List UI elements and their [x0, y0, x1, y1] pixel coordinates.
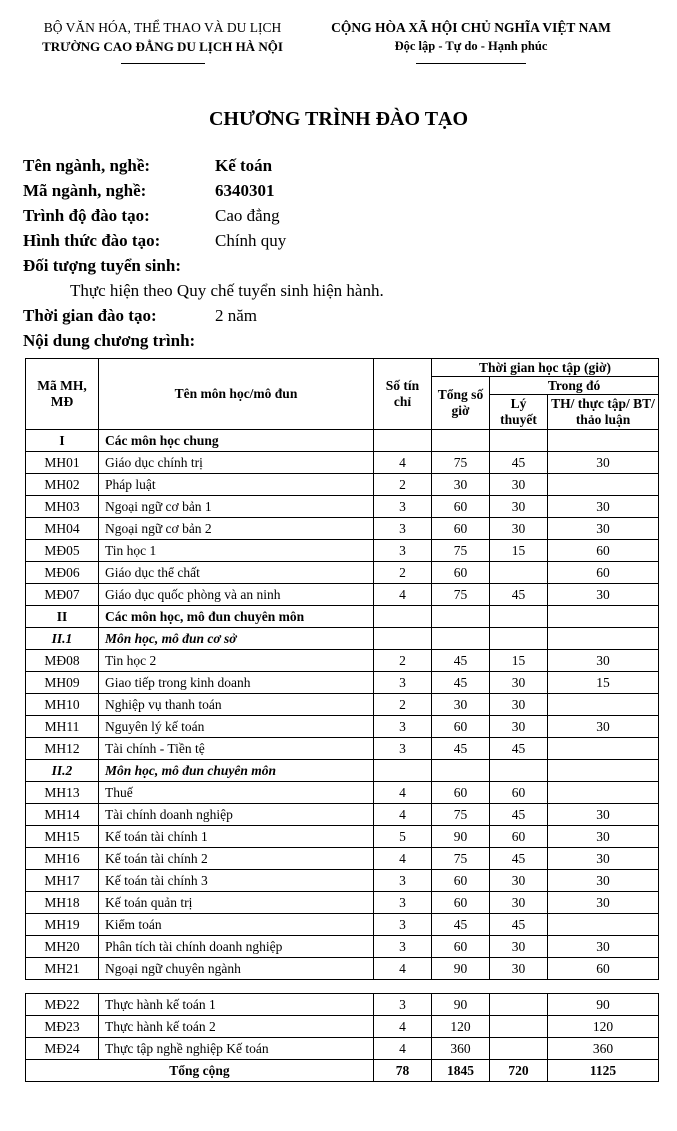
cell-name: Kế toán tài chính 1: [99, 826, 374, 848]
cell-theory: [490, 1016, 548, 1038]
table-row: [26, 540, 659, 562]
cell-theory: [490, 606, 548, 628]
value: Kế toán: [215, 156, 273, 175]
table-row: [26, 672, 659, 694]
cell-theory: [490, 628, 548, 650]
label: Mã ngành, nghề:: [23, 181, 147, 200]
cell-total-hours: 45: [432, 650, 490, 672]
header-theory: Lý thuyết: [490, 395, 548, 430]
cell-theory: [490, 994, 548, 1016]
cell-theory: 15: [490, 540, 548, 562]
cell-code: MĐ08: [26, 650, 99, 672]
cell-code: MH16: [26, 848, 99, 870]
cell-theory: 60: [490, 826, 548, 848]
cell-name: Giao tiếp trong kinh doanh: [99, 672, 374, 694]
cell-name: Kế toán tài chính 2: [99, 848, 374, 870]
practice-table: [25, 993, 659, 1082]
cell-total-hours: 60: [432, 716, 490, 738]
info-target-value: Thực hiện theo Quy chế tuyển sinh hiện hành.: [70, 281, 384, 300]
section-row: [26, 430, 659, 452]
cell-code: MĐ06: [26, 562, 99, 584]
cell-theory: 45: [490, 914, 548, 936]
ministry-name: BỘ VĂN HÓA, THỂ THAO VÀ DU LỊCH: [43, 20, 282, 35]
school-name: TRƯỜNG CAO ĐẲNG DU LỊCH HÀ NỘI: [42, 39, 283, 54]
table-row: [26, 1016, 659, 1038]
cell-credits: 4: [374, 958, 432, 980]
cell-total-hours: 90: [432, 826, 490, 848]
cell-credits: 5: [374, 826, 432, 848]
cell-credits: 2: [374, 650, 432, 672]
cell-theory: 30: [490, 474, 548, 496]
nation-name: CỘNG HÒA XÃ HỘI CHỦ NGHĨA VIỆT NAM: [331, 20, 611, 35]
cell-code: I: [26, 430, 99, 452]
cell-total-hours: 60: [432, 562, 490, 584]
table-row: [26, 936, 659, 958]
cell-practice: 60: [548, 540, 659, 562]
cell-credits: 3: [374, 518, 432, 540]
section-row: [26, 628, 659, 650]
cell-total-hours: 90: [432, 994, 490, 1016]
cell-total-hours: [432, 760, 490, 782]
cell-credits: 2: [374, 474, 432, 496]
header-credits: Số tín chỉ: [374, 359, 432, 430]
cell-credits: 2: [374, 694, 432, 716]
label: Trình độ đào tạo:: [23, 206, 150, 225]
cell-theory: 45: [490, 804, 548, 826]
cell-practice: 30: [548, 716, 659, 738]
cell-code: II.1: [26, 628, 99, 650]
cell-theory: 45: [490, 584, 548, 606]
cell-code: MH17: [26, 870, 99, 892]
curriculum-table: [25, 358, 659, 980]
cell-theory: 30: [490, 892, 548, 914]
cell-code: MH19: [26, 914, 99, 936]
cell-name: Kế toán quản trị: [99, 892, 374, 914]
cell-credits: 3: [374, 540, 432, 562]
cell-credits: 3: [374, 672, 432, 694]
grand-total-theory: 720: [490, 1060, 548, 1082]
section-row: [26, 606, 659, 628]
cell-total-hours: 75: [432, 540, 490, 562]
cell-total-hours: 45: [432, 672, 490, 694]
cell-code: MH10: [26, 694, 99, 716]
cell-name: Kiểm toán: [99, 914, 374, 936]
value: 2 năm: [215, 306, 258, 325]
table-row: [26, 474, 659, 496]
cell-credits: 3: [374, 738, 432, 760]
cell-code: MĐ05: [26, 540, 99, 562]
cell-code: MH02: [26, 474, 99, 496]
cell-practice: 30: [548, 826, 659, 848]
cell-name: Giáo dục chính trị: [99, 452, 374, 474]
info-major-name: [23, 155, 384, 180]
cell-practice: 60: [548, 562, 659, 584]
cell-practice: 30: [548, 892, 659, 914]
cell-name: Giáo dục quốc phòng và an ninh: [99, 584, 374, 606]
cell-total-hours: 60: [432, 870, 490, 892]
table-row: [26, 716, 659, 738]
value: Chính quy: [215, 231, 287, 250]
cell-name: Tin học 1: [99, 540, 374, 562]
grand-total-hours: 1845: [432, 1060, 490, 1082]
cell-name: Nguyên lý kế toán: [99, 716, 374, 738]
cell-practice: [548, 606, 659, 628]
cell-total-hours: 45: [432, 738, 490, 760]
cell-practice: [548, 782, 659, 804]
cell-credits: 2: [374, 562, 432, 584]
cell-name: Phân tích tài chính doanh nghiệp: [99, 936, 374, 958]
cell-name: Thực hành kế toán 1: [99, 994, 374, 1016]
table-row: [26, 738, 659, 760]
header-divider-right: [416, 63, 526, 64]
cell-theory: 30: [490, 694, 548, 716]
label: Nội dung chương trình:: [23, 331, 196, 350]
cell-total-hours: 60: [432, 892, 490, 914]
cell-code: MH14: [26, 804, 99, 826]
grand-total-credits: 78: [374, 1060, 432, 1082]
value: Cao đẳng: [215, 206, 280, 225]
cell-total-hours: 60: [432, 518, 490, 540]
cell-credits: 4: [374, 804, 432, 826]
table-row: [26, 496, 659, 518]
cell-credits: [374, 430, 432, 452]
cell-total-hours: 60: [432, 496, 490, 518]
cell-total-hours: 60: [432, 782, 490, 804]
table-row: [26, 452, 659, 474]
ministry-header: [20, 18, 305, 64]
cell-credits: [374, 628, 432, 650]
cell-code: MH21: [26, 958, 99, 980]
table-row: [26, 826, 659, 848]
cell-practice: [548, 694, 659, 716]
cell-code: II.2: [26, 760, 99, 782]
cell-total-hours: 90: [432, 958, 490, 980]
grand-total-row: [26, 1060, 659, 1082]
cell-theory: 30: [490, 496, 548, 518]
cell-theory: [490, 562, 548, 584]
cell-practice: [548, 628, 659, 650]
cell-code: MH20: [26, 936, 99, 958]
header-of-which: Trong đó: [490, 377, 659, 395]
cell-practice: 360: [548, 1038, 659, 1060]
document-title: CHƯƠNG TRÌNH ĐÀO TẠO: [208, 108, 469, 130]
cell-practice: 60: [548, 958, 659, 980]
cell-theory: 30: [490, 958, 548, 980]
cell-credits: 4: [374, 584, 432, 606]
cell-theory: 45: [490, 848, 548, 870]
cell-name: Tin học 2: [99, 650, 374, 672]
header-divider-left: [121, 63, 205, 64]
cell-practice: 30: [548, 804, 659, 826]
cell-name: Tài chính - Tiền tệ: [99, 738, 374, 760]
header-name: Tên môn học/mô đun: [99, 359, 374, 430]
cell-practice: 120: [548, 1016, 659, 1038]
cell-name: Ngoại ngữ cơ bản 1: [99, 496, 374, 518]
cell-practice: [548, 914, 659, 936]
cell-credits: 3: [374, 716, 432, 738]
cell-name: Tài chính doanh nghiệp: [99, 804, 374, 826]
info-content: [23, 330, 384, 355]
cell-code: MH12: [26, 738, 99, 760]
cell-name: Môn học, mô đun cơ sở: [99, 628, 374, 650]
program-info: [23, 155, 384, 355]
cell-code: MH13: [26, 782, 99, 804]
cell-total-hours: 75: [432, 804, 490, 826]
cell-credits: 3: [374, 892, 432, 914]
cell-total-hours: 45: [432, 914, 490, 936]
cell-credits: 4: [374, 1038, 432, 1060]
cell-practice: 30: [548, 848, 659, 870]
header-total: Tổng số giờ: [432, 377, 490, 430]
cell-code: MĐ23: [26, 1016, 99, 1038]
cell-credits: 4: [374, 848, 432, 870]
header-practice: TH/ thực tập/ BT/ thảo luận: [548, 395, 659, 430]
cell-credits: [374, 760, 432, 782]
cell-theory: 45: [490, 452, 548, 474]
table-row: [26, 958, 659, 980]
table-row: [26, 694, 659, 716]
table-row: [26, 782, 659, 804]
cell-theory: [490, 1038, 548, 1060]
cell-name: Các môn học, mô đun chuyên môn: [99, 606, 374, 628]
cell-total-hours: 75: [432, 584, 490, 606]
cell-practice: 30: [548, 496, 659, 518]
info-level: [23, 205, 384, 230]
cell-practice: 30: [548, 936, 659, 958]
cell-total-hours: 30: [432, 694, 490, 716]
cell-code: MĐ22: [26, 994, 99, 1016]
cell-code: MH03: [26, 496, 99, 518]
cell-total-hours: [432, 628, 490, 650]
cell-name: Kế toán tài chính 3: [99, 870, 374, 892]
cell-credits: 4: [374, 782, 432, 804]
cell-theory: 15: [490, 650, 548, 672]
cell-practice: [548, 760, 659, 782]
cell-code: MH15: [26, 826, 99, 848]
national-header: [312, 18, 630, 64]
cell-practice: 90: [548, 994, 659, 1016]
table-row: [26, 518, 659, 540]
cell-theory: 30: [490, 936, 548, 958]
cell-name: Thuế: [99, 782, 374, 804]
cell-credits: 4: [374, 1016, 432, 1038]
cell-name: Giáo dục thể chất: [99, 562, 374, 584]
cell-name: Ngoại ngữ cơ bản 2: [99, 518, 374, 540]
label: Thời gian đào tạo:: [23, 306, 157, 325]
table-row: [26, 914, 659, 936]
cell-practice: 30: [548, 870, 659, 892]
cell-credits: 3: [374, 870, 432, 892]
cell-code: MH04: [26, 518, 99, 540]
table-row: [26, 562, 659, 584]
info-major-code: [23, 180, 384, 205]
cell-credits: 3: [374, 496, 432, 518]
cell-practice: 30: [548, 650, 659, 672]
cell-credits: 4: [374, 452, 432, 474]
cell-code: MH01: [26, 452, 99, 474]
cell-practice: [548, 430, 659, 452]
section-row: [26, 760, 659, 782]
info-form: [23, 230, 384, 255]
table-row: [26, 804, 659, 826]
grand-total-label: Tổng cộng: [26, 1060, 374, 1082]
table-row: [26, 994, 659, 1016]
value: 6340301: [215, 181, 275, 200]
cell-code: MĐ24: [26, 1038, 99, 1060]
cell-credits: [374, 606, 432, 628]
header-code: Mã MH, MĐ: [26, 359, 99, 430]
cell-practice: 30: [548, 584, 659, 606]
label: Đối tượng tuyển sinh:: [23, 256, 182, 275]
header-time-group: Thời gian học tập (giờ): [432, 359, 659, 377]
cell-name: Các môn học chung: [99, 430, 374, 452]
cell-theory: 30: [490, 870, 548, 892]
info-duration: [23, 305, 384, 330]
cell-credits: 3: [374, 994, 432, 1016]
cell-credits: 3: [374, 914, 432, 936]
cell-code: MH09: [26, 672, 99, 694]
table-row: [26, 870, 659, 892]
cell-code: II: [26, 606, 99, 628]
table-row: [26, 584, 659, 606]
cell-theory: 30: [490, 716, 548, 738]
table-row: [26, 1038, 659, 1060]
table-row: [26, 892, 659, 914]
cell-name: Môn học, mô đun chuyên môn: [99, 760, 374, 782]
cell-total-hours: 30: [432, 474, 490, 496]
cell-theory: 30: [490, 672, 548, 694]
cell-name: Thực tập nghề nghiệp Kế toán: [99, 1038, 374, 1060]
cell-code: MH18: [26, 892, 99, 914]
cell-total-hours: 360: [432, 1038, 490, 1060]
label: Hình thức đào tạo:: [23, 231, 161, 250]
national-motto: Độc lập - Tự do - Hạnh phúc: [394, 39, 548, 53]
cell-name: Thực hành kế toán 2: [99, 1016, 374, 1038]
cell-name: Nghiệp vụ thanh toán: [99, 694, 374, 716]
cell-practice: 15: [548, 672, 659, 694]
cell-theory: 60: [490, 782, 548, 804]
table-row: [26, 650, 659, 672]
label: Tên ngành, nghề:: [23, 156, 151, 175]
cell-name: Pháp luật: [99, 474, 374, 496]
cell-theory: [490, 760, 548, 782]
grand-total-practice: 1125: [548, 1060, 659, 1082]
cell-name: Ngoại ngữ chuyên ngành: [99, 958, 374, 980]
cell-credits: 3: [374, 936, 432, 958]
cell-practice: 30: [548, 452, 659, 474]
table-row: [26, 848, 659, 870]
cell-theory: [490, 430, 548, 452]
cell-practice: [548, 738, 659, 760]
cell-total-hours: 60: [432, 936, 490, 958]
cell-code: MH11: [26, 716, 99, 738]
cell-total-hours: [432, 430, 490, 452]
cell-practice: 30: [548, 518, 659, 540]
cell-theory: 45: [490, 738, 548, 760]
cell-practice: [548, 474, 659, 496]
cell-total-hours: 75: [432, 452, 490, 474]
cell-total-hours: 75: [432, 848, 490, 870]
cell-theory: 30: [490, 518, 548, 540]
cell-code: MĐ07: [26, 584, 99, 606]
cell-total-hours: 120: [432, 1016, 490, 1038]
cell-total-hours: [432, 606, 490, 628]
info-target: [23, 255, 384, 280]
